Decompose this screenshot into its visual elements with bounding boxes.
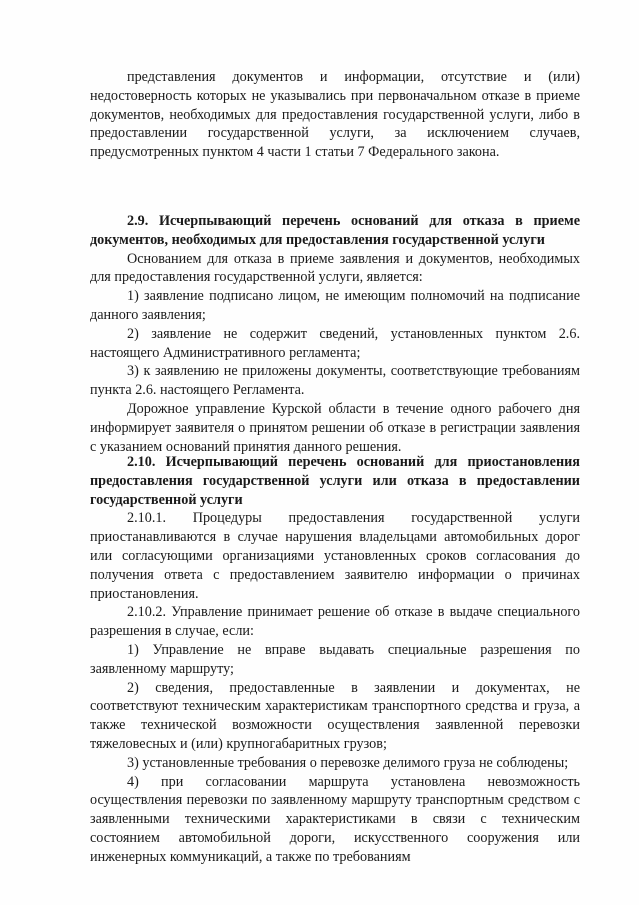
section-2-10-item-2: 2) сведения, предоставленные в заявлении и документах, не соответствуют техническим характеристикам транспортного средства и груза, а также технической возможности осуществления заявленной перевозки тяжеловесных и (или) крупногабаритных грузов; xyxy=(90,679,580,752)
section-2-9 xyxy=(90,212,580,456)
section-2-10-item-4: 4) при согласовании маршрута установлена невозможность осуществления перевозки по заявленному маршруту транспортным средством с заявленными техническими характеристиками в связи с техническим состоянием автомобильной дороги, искусственного сооружения или инженерных коммуникаций, а также по требованиям xyxy=(90,773,580,865)
section-2-10-paragraph-2: 2.10.2. Управление принимает решение об отказе в выдаче специального разрешения в случае, если: xyxy=(90,604,580,640)
section-2-10 xyxy=(90,453,580,867)
section-2-9-item-3: 3) к заявлению не приложены документы, соответствующие требованиям пункта 2.6. настоящего Регламента. xyxy=(90,363,580,399)
section-2-9-item-2: 2) заявление не содержит сведений, установленных пунктом 2.6. настоящего Административного регламента; xyxy=(90,325,580,361)
section-2-9-heading: 2.9. Исчерпывающий перечень оснований для отказа в приеме документов, необходимых для предоставления государственной услуги xyxy=(90,213,580,248)
section-2-9-closing: Дорожное управление Курской области в течение одного рабочего дня информирует заявителя о принятом решении об отказе в регистрации заявления с указанием оснований принятия данного решения. xyxy=(90,400,580,455)
section-2-10-item-1: 1) Управление не вправе выдавать специальные разрешения по заявленному маршруту; xyxy=(90,641,580,677)
section-2-10-heading: 2.10. Исчерпывающий перечень оснований для приостановления предоставления государственной услуги или отказа в предоставлении государственной услуги xyxy=(90,454,580,508)
continuation-block xyxy=(90,68,580,162)
section-2-10-item-3: 3) установленные требования о перевозке делимого груза не соблюдены; xyxy=(127,754,569,771)
continuation-paragraph: представления документов и информации, отсутствие и (или) недостоверность которых не указывались при первоначальном отказе в приеме документов, необходимых для предоставления государственной услуги, либо в предоставлении государственной услуги, за исключением случаев, предусмотренных пунктом 4 части 1 статьи 7 Федерального закона. xyxy=(90,69,580,161)
section-2-9-item-1: 1) заявление подписано лицом, не имеющим полномочий на подписание данного заявления; xyxy=(90,288,580,323)
section-2-9-intro: Основанием для отказа в приеме заявления и документов, необходимых для предоставления государственной услуги, является: xyxy=(90,250,580,286)
section-2-10-paragraph-1: 2.10.1. Процедуры предоставления государственной услуги приостанавливаются в случае нарушения владельцами автомобильных дорог или согласующими организациями установленных сроков согласования до получения ответа с предоставлением заявителю информации о причинах приостановления. xyxy=(90,510,580,602)
